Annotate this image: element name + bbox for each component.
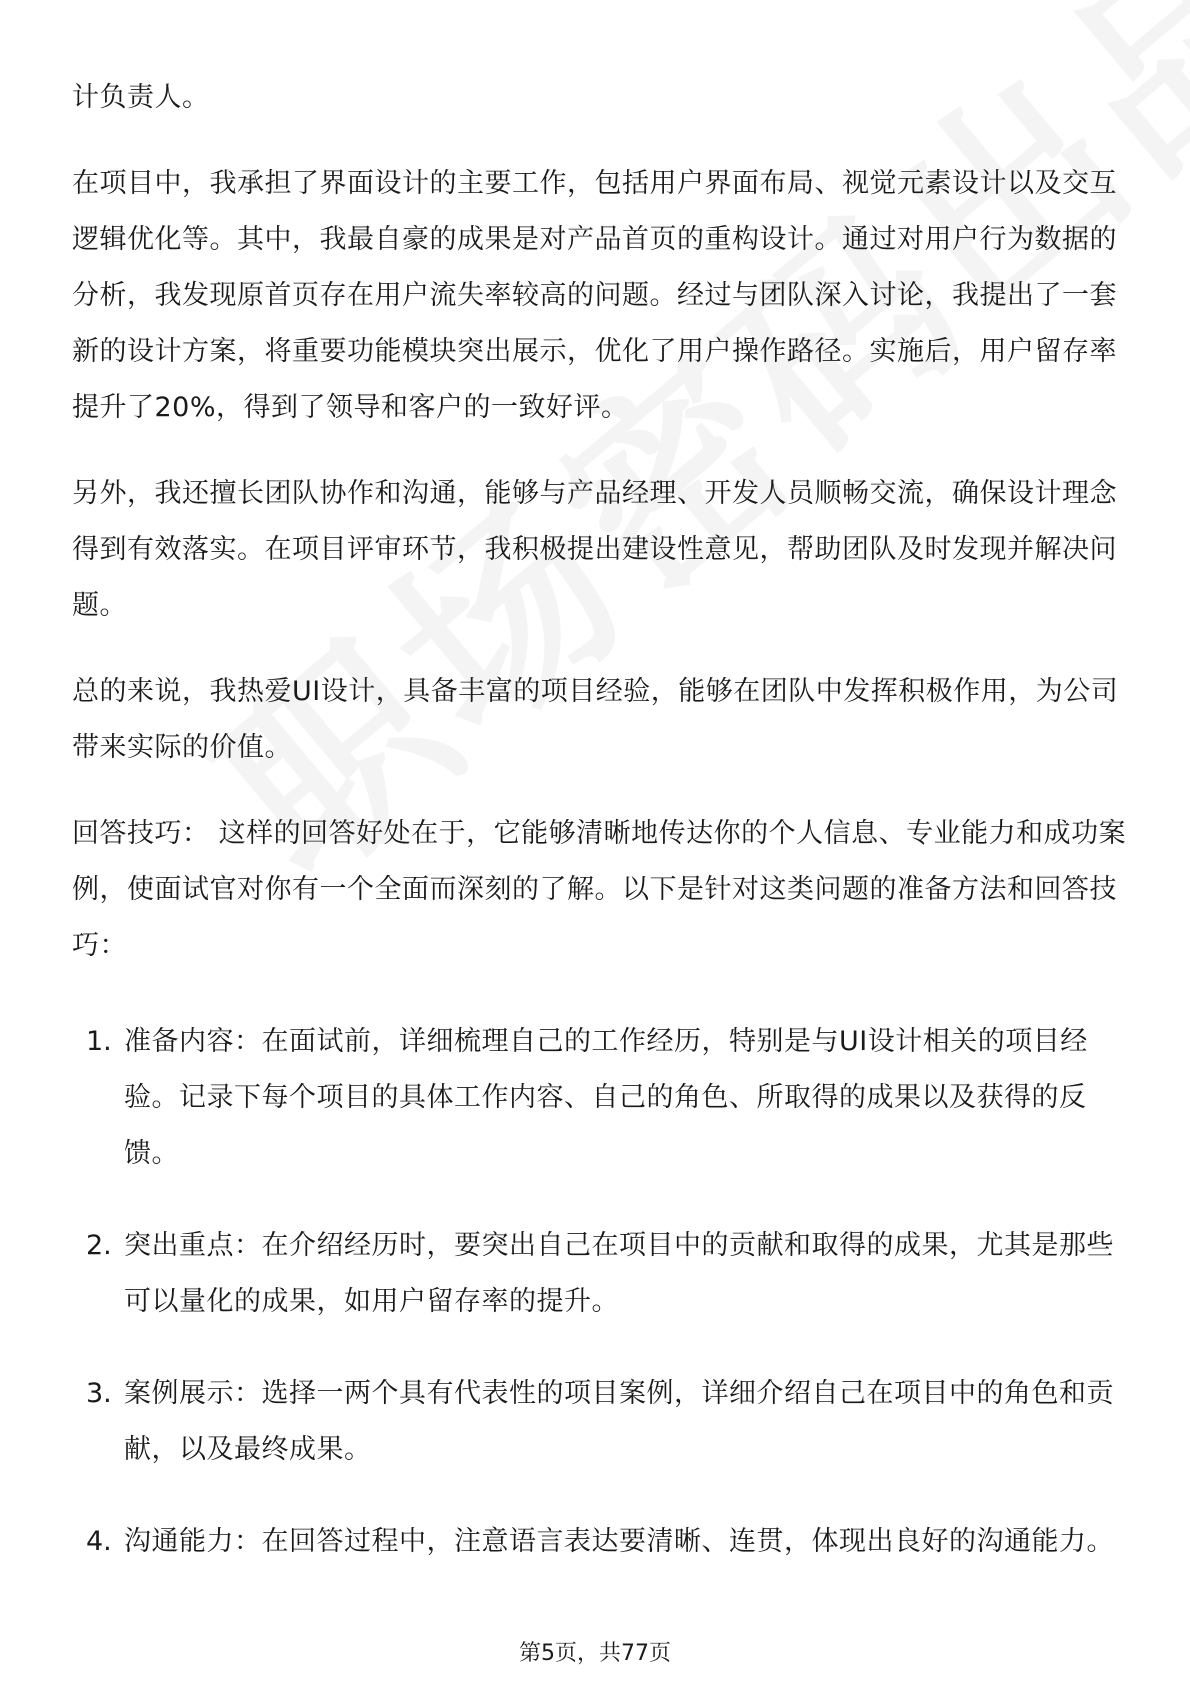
list-item (72, 1514, 1132, 1570)
list-item-number: 4. (86, 1526, 112, 1557)
list-item (72, 1366, 1132, 1478)
list-item-number: 3. (86, 1378, 112, 1409)
list-item-text: 准备内容：在面试前，详细梳理自己的工作经历，特别是与UI设计相关的项目经验。记录下每个项目的具体工作内容、自己的角色、所取得的成果以及获得的反馈。 (124, 1026, 1088, 1169)
page-footer: 第5页，共77页 (519, 1641, 671, 1666)
paragraph-answer-tips: 回答技巧： 这样的回答好处在于，它能够清晰地传达你的个人信息、专业能力和成功案例，使面试官对你有一个全面而深刻的了解。以下是针对这类问题的准备方法和回答技巧： (72, 818, 1127, 961)
paragraph-continuation: 计负责人。 (72, 82, 210, 113)
list-item-number: 1. (86, 1026, 112, 1057)
paragraph-teamwork: 另外，我还擅长团队协作和沟通，能够与产品经理、开发人员顺畅交流，确保设计理念得到有效落实。在项目评审环节，我积极提出建设性意见，帮助团队及时发现并解决问题。 (72, 478, 1117, 621)
list-item-text: 突出重点：在介绍经历时，要突出自己在项目中的贡献和取得的成果，尤其是那些可以量化的成果，如用户留存率的提升。 (124, 1230, 1114, 1317)
list-item (72, 1014, 1132, 1182)
list-item (72, 1218, 1132, 1330)
paragraph-project-work: 在项目中，我承担了界面设计的主要工作，包括用户界面布局、视觉元素设计以及交互逻辑优化等。其中，我最自豪的成果是对产品首页的重构设计。通过对用户行为数据的分析，我发现原首页存在用户流失率较高的问题。经过与团队深入讨论，我提出了一套新的设计方案，将重要功能模块突出展示，优化了用户操作路径。实施后，用户留存率提升了20%，得到了领导和客户的一致好评。 (72, 168, 1117, 423)
list-item-text: 案例展示：选择一两个具有代表性的项目案例，详细介绍自己在项目中的角色和贡献，以及最终成果。 (124, 1378, 1114, 1465)
document-page (72, 70, 1132, 1606)
list-item-number: 2. (86, 1230, 112, 1261)
list-item-text: 沟通能力：在回答过程中，注意语言表达要清晰、连贯，体现出良好的沟通能力。 (124, 1526, 1114, 1557)
tips-list (72, 1014, 1132, 1570)
paragraph-summary: 总的来说，我热爱UI设计，具备丰富的项目经验，能够在团队中发挥积极作用，为公司带来实际的价值。 (72, 676, 1119, 763)
